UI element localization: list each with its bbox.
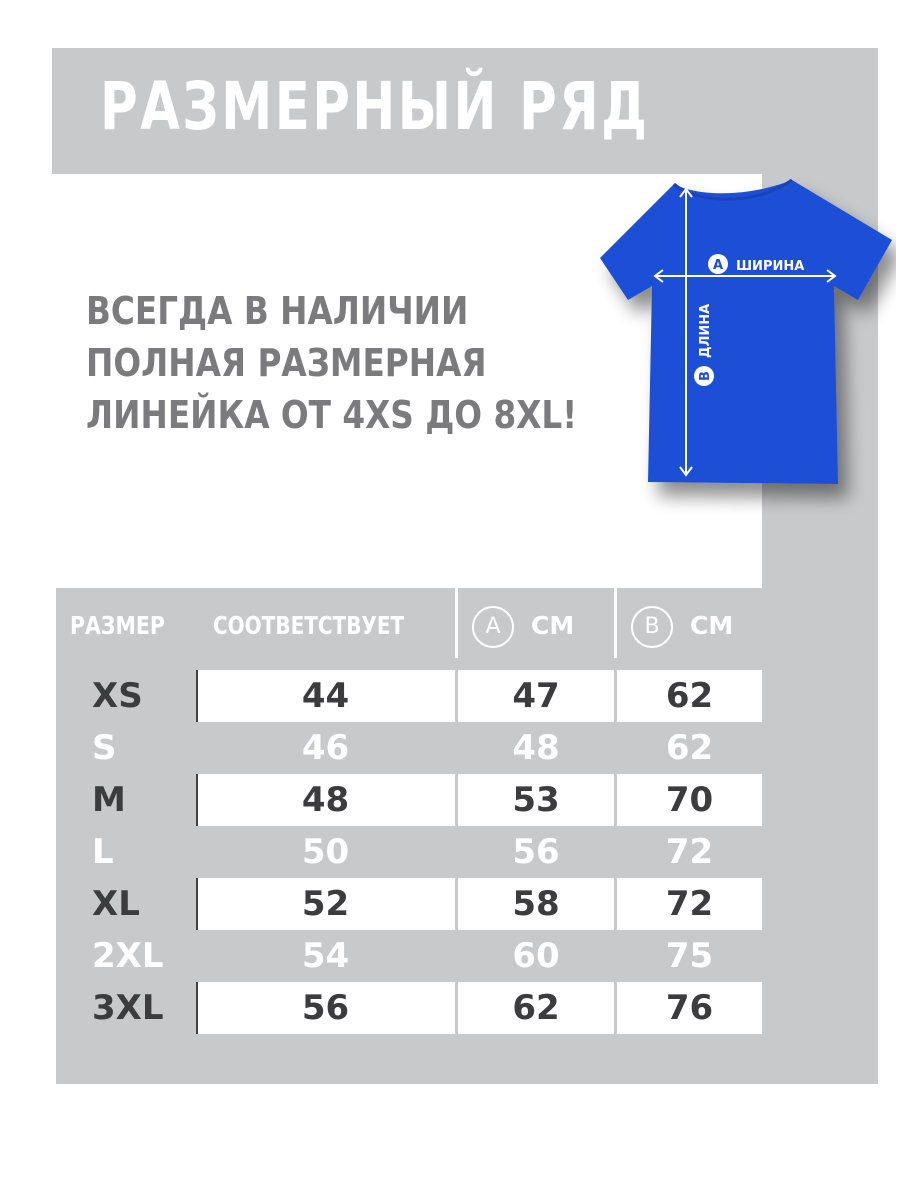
cell-match: 48 xyxy=(301,780,350,820)
cell-b: 76 xyxy=(665,988,714,1028)
header-match: СООТВЕТСТВУЕТ xyxy=(213,611,405,640)
header-divider xyxy=(614,588,617,658)
cell-size: XS xyxy=(92,676,143,716)
cell-size: M xyxy=(92,780,126,820)
cell-a: 48 xyxy=(512,728,560,768)
cell-a: 62 xyxy=(512,988,560,1028)
length-marker: B xyxy=(698,371,713,381)
header-a-unit: СМ xyxy=(531,611,575,640)
cell-size: XL xyxy=(92,884,140,924)
cell-size: 2XL xyxy=(92,936,164,976)
header-b-marker: B xyxy=(631,606,673,648)
header-size: РАЗМЕР xyxy=(70,611,165,640)
cell-a: 58 xyxy=(512,884,560,924)
table-row xyxy=(56,930,762,982)
table-row xyxy=(56,670,762,722)
table-row xyxy=(56,826,762,878)
cell-b: 75 xyxy=(665,936,714,976)
header-a-marker: A xyxy=(472,606,514,648)
tagline xyxy=(86,285,577,441)
table-row xyxy=(56,982,762,1034)
table-row xyxy=(56,878,762,930)
cell-match: 56 xyxy=(301,988,350,1028)
table-row xyxy=(56,722,762,774)
cell-match: 44 xyxy=(301,676,350,716)
cell-match: 52 xyxy=(301,884,350,924)
length-label: ДЛИНА xyxy=(698,303,713,358)
cell-b: 72 xyxy=(665,832,714,872)
tshirt-diagram xyxy=(596,176,896,516)
tagline-line-2: ПОЛНАЯ РАЗМЕРНАЯ xyxy=(86,341,487,385)
cell-size: 3XL xyxy=(92,988,164,1028)
cell-a: 47 xyxy=(512,676,560,716)
tagline-line-1: ВСЕГДА В НАЛИЧИИ xyxy=(86,289,469,333)
page-title: РАЗМЕРНЫЙ РЯД xyxy=(100,68,650,145)
cell-match: 50 xyxy=(301,832,350,872)
header-b-unit: СМ xyxy=(690,611,734,640)
header-divider xyxy=(455,588,458,658)
cell-a: 56 xyxy=(512,832,560,872)
cell-b: 62 xyxy=(665,676,714,716)
cell-match: 46 xyxy=(301,728,350,768)
width-marker: A xyxy=(712,258,724,273)
cell-size: L xyxy=(92,832,114,872)
cell-a: 53 xyxy=(512,780,560,820)
width-label: ШИРИНА xyxy=(736,259,805,274)
cell-size: S xyxy=(92,728,117,768)
cell-a: 60 xyxy=(512,936,560,976)
cell-b: 62 xyxy=(665,728,714,768)
table-row xyxy=(56,774,762,826)
cell-b: 70 xyxy=(665,780,714,820)
tshirt-body xyxy=(600,180,892,484)
cell-match: 54 xyxy=(301,936,350,976)
tshirt-icon xyxy=(596,176,896,516)
cell-b: 72 xyxy=(665,884,714,924)
tagline-line-3: ЛИНЕЙКА ОТ 4XS ДО 8XL! xyxy=(86,393,578,437)
